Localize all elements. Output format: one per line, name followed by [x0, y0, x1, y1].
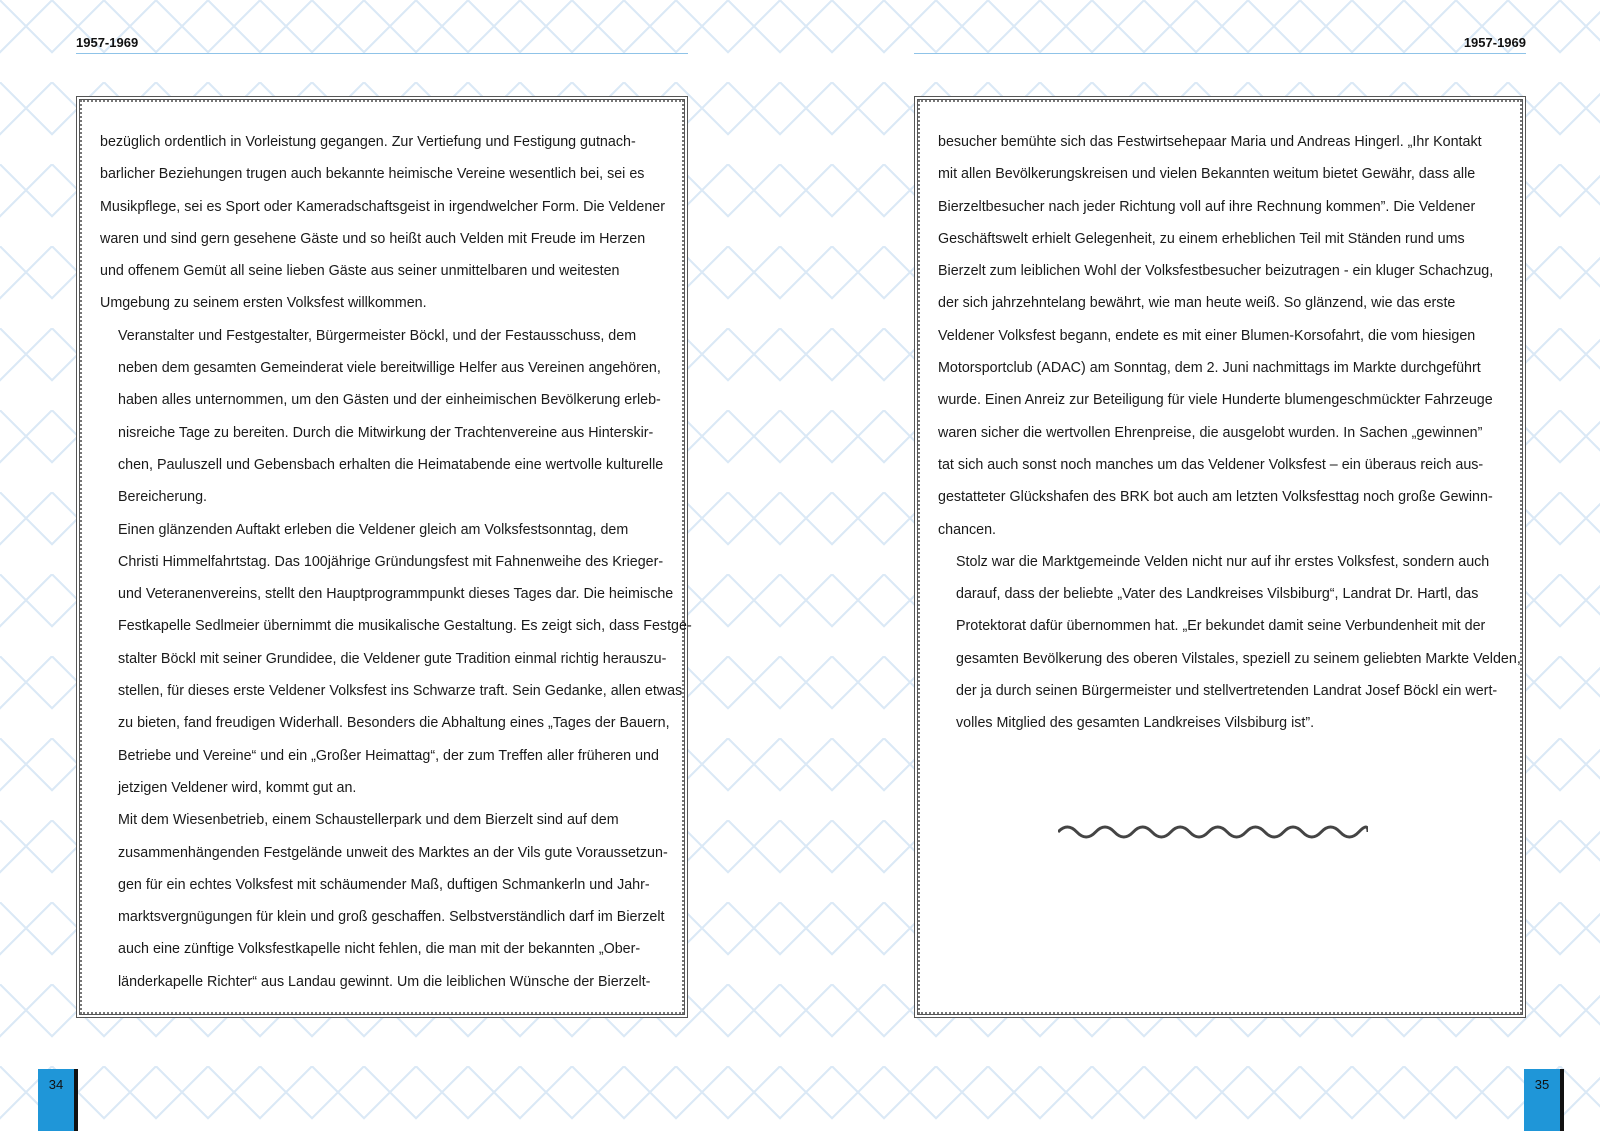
text-line: barlicher Beziehungen trugen auch bekannte heimische Vereine wesentlich bei, sei es [100, 166, 645, 183]
left-page-body [100, 126, 692, 998]
text-line: Motorsportclub (ADAC) am Sonntag, dem 2. Juni nachmittags im Markte durchgeführt [938, 360, 1481, 377]
text-line: Geschäftswelt erhielt Gelegenheit, zu einem erheblichen Teil mit Ständen rund ums [938, 230, 1465, 247]
text-line: neben dem gesamten Gemeinderat viele bereitwillige Helfer aus Vereinen angehören, [118, 360, 661, 377]
running-header-right: 1957-1969 [914, 33, 1526, 54]
text-line: länderkapelle Richter“ aus Landau gewinnt. Um die leiblichen Wünsche der Bierzelt- [118, 973, 651, 990]
text-line: Stolz war die Marktgemeinde Velden nicht nur auf ihr erstes Volksfest, sondern auch [956, 553, 1490, 570]
page-number-right: 35 [1524, 1069, 1560, 1131]
text-line: Musikpflege, sei es Sport oder Kameradschaftsgeist in irgendwelcher Form. Die Veldener [100, 198, 665, 215]
text-line: darauf, dass der beliebte „Vater des Landkreises Vilsbiburg“, Landrat Dr. Hartl, das [956, 586, 1479, 603]
text-line: Christi Himmelfahrtstag. Das 100jährige Gründungsfest mit Fahnenweihe des Krieger- [118, 553, 664, 570]
text-line: und offenem Gemüt all seine lieben Gäste aus seiner unmittelbaren und weitesten [100, 263, 620, 280]
text-line: Einen glänzenden Auftakt erleben die Veldener gleich am Volksfestsonntag, dem [118, 521, 629, 538]
text-line: wurde. Einen Anreiz zur Beteiligung für viele Hunderte blumengeschmückter Fahrzeuge [938, 392, 1493, 409]
text-line: stellen, für dieses erste Veldener Volksfest ins Schwarze traft. Sein Gedanke, allen etwas [118, 683, 683, 700]
text-line: stalter Böckl mit seiner Grundidee, die Veldener gute Tradition einmal richtig herauszu- [118, 650, 667, 667]
text-line: zu bieten, fand freudigen Widerhall. Besonders die Abhaltung eines „Tages der Bauern, [118, 715, 670, 732]
text-line: nisreiche Tage zu bereiten. Durch die Mitwirkung der Trachtenvereine aus Hinterskir- [118, 424, 654, 441]
text-line: Festkapelle Sedlmeier übernimmt die musikalische Gestaltung. Es zeigt sich, dass Festge- [118, 618, 692, 635]
paragraph [938, 126, 1508, 546]
text-line: gesamten Bevölkerung des oberen Vilstales, speziell zu seinem geliebten Markte Velden, [956, 650, 1521, 667]
text-line: waren und sind gern gesehene Gäste und so heißt auch Velden mit Freude im Herzen [100, 230, 646, 247]
right-page-text-frame [914, 96, 1526, 1018]
text-line: Mit dem Wiesenbetrieb, einem Schaustellerpark und dem Bierzelt sind auf dem [118, 812, 619, 829]
text-line: und Veteranenvereins, stellt den Hauptprogrammpunkt dieses Tages dar. Die heimische [118, 586, 674, 603]
text-line: chancen. [938, 521, 997, 538]
text-line: gen für ein echtes Volksfest mit schäumender Maß, duftigen Schmankerln und Jahr- [118, 876, 650, 893]
text-line: auch eine zünftige Volksfestkapelle nicht fehlen, die man mit der bekannten „Ober- [118, 941, 641, 958]
text-line: mit allen Bevölkerungskreisen und vielen Bekannten weitum bietet Gewähr, dass alle [938, 166, 1476, 183]
text-line: Bierzelt zum leiblichen Wohl der Volksfestbesucher beizutragen - ein kluger Schachzug, [938, 263, 1494, 280]
paragraph [100, 514, 692, 805]
text-line: Bierzeltbesucher nach jeder Richtung voll auf ihre Rechnung kommen”. Die Veldener [938, 198, 1476, 215]
text-line: haben alles unternommen, um den Gästen und der einheimischen Bevölkerung erleb- [118, 392, 661, 409]
left-page-text-frame [76, 96, 692, 1018]
right-page-body [938, 126, 1521, 740]
wave-ornament [1058, 822, 1368, 842]
text-line: chen, Pauluszell und Gebensbach erhalten die Heimatabende eine wertvolle kulturelle [118, 456, 664, 473]
text-line: Umgebung zu seinem ersten Volksfest willkommen. [100, 295, 427, 312]
paragraph [100, 804, 670, 998]
text-line: Betriebe und Vereine“ und ein „Großer Heimattag“, der zum Treffen aller früheren und [118, 747, 659, 764]
text-line: Bereicherung. [118, 489, 208, 506]
text-line: besucher bemühte sich das Festwirtsehepaar Maria und Andreas Hingerl. „Ihr Kontakt [938, 134, 1482, 150]
text-line: marktsvergnügungen für klein und groß geschaffen. Selbstverständlich darf im Bierzelt [118, 909, 665, 926]
text-line: der sich jahrzehntelang bewährt, wie man heute weiß. So glänzend, wie das erste [938, 295, 1456, 312]
text-line: Protektorat dafür übernommen hat. „Er bekundet damit seine Verbundenheit mit der [956, 618, 1486, 635]
text-line: tat sich auch sonst noch manches um das Veldener Volksfest – ein überaus reich aus- [938, 456, 1484, 473]
paragraph [100, 320, 670, 514]
paragraph [100, 126, 670, 320]
text-line: volles Mitglied des gesamten Landkreises Vilsbiburg ist”. [956, 715, 1315, 732]
text-line: zusammenhängenden Festgelände unweit des Marktes an der Vils gute Voraussetzun- [118, 844, 668, 861]
text-line: Veranstalter und Festgestalter, Bürgermeister Böckl, und der Festausschuss, dem [118, 327, 637, 344]
text-line: waren sicher die wertvollen Ehrenpreise, die ausgelobt wurden. In Sachen „gewinnen” [938, 424, 1483, 441]
text-line: bezüglich ordentlich in Vorleistung gegangen. Zur Vertiefung und Festigung gutnach- [100, 134, 636, 150]
text-line: gestatteter Glückshafen des BRK bot auch am letzten Volksfesttag noch große Gewinn- [938, 489, 1493, 506]
text-line: der ja durch seinen Bürgermeister und stellvertretenden Landrat Josef Böckl ein wert- [956, 683, 1498, 700]
text-line: Veldener Volksfest begann, endete es mit einer Blumen-Korsofahrt, die vom hiesigen [938, 327, 1476, 344]
page-number-left: 34 [38, 1069, 74, 1131]
running-header-left: 1957-1969 [76, 33, 688, 54]
text-line: jetzigen Veldener wird, kommt gut an. [118, 779, 357, 796]
paragraph [938, 546, 1521, 740]
